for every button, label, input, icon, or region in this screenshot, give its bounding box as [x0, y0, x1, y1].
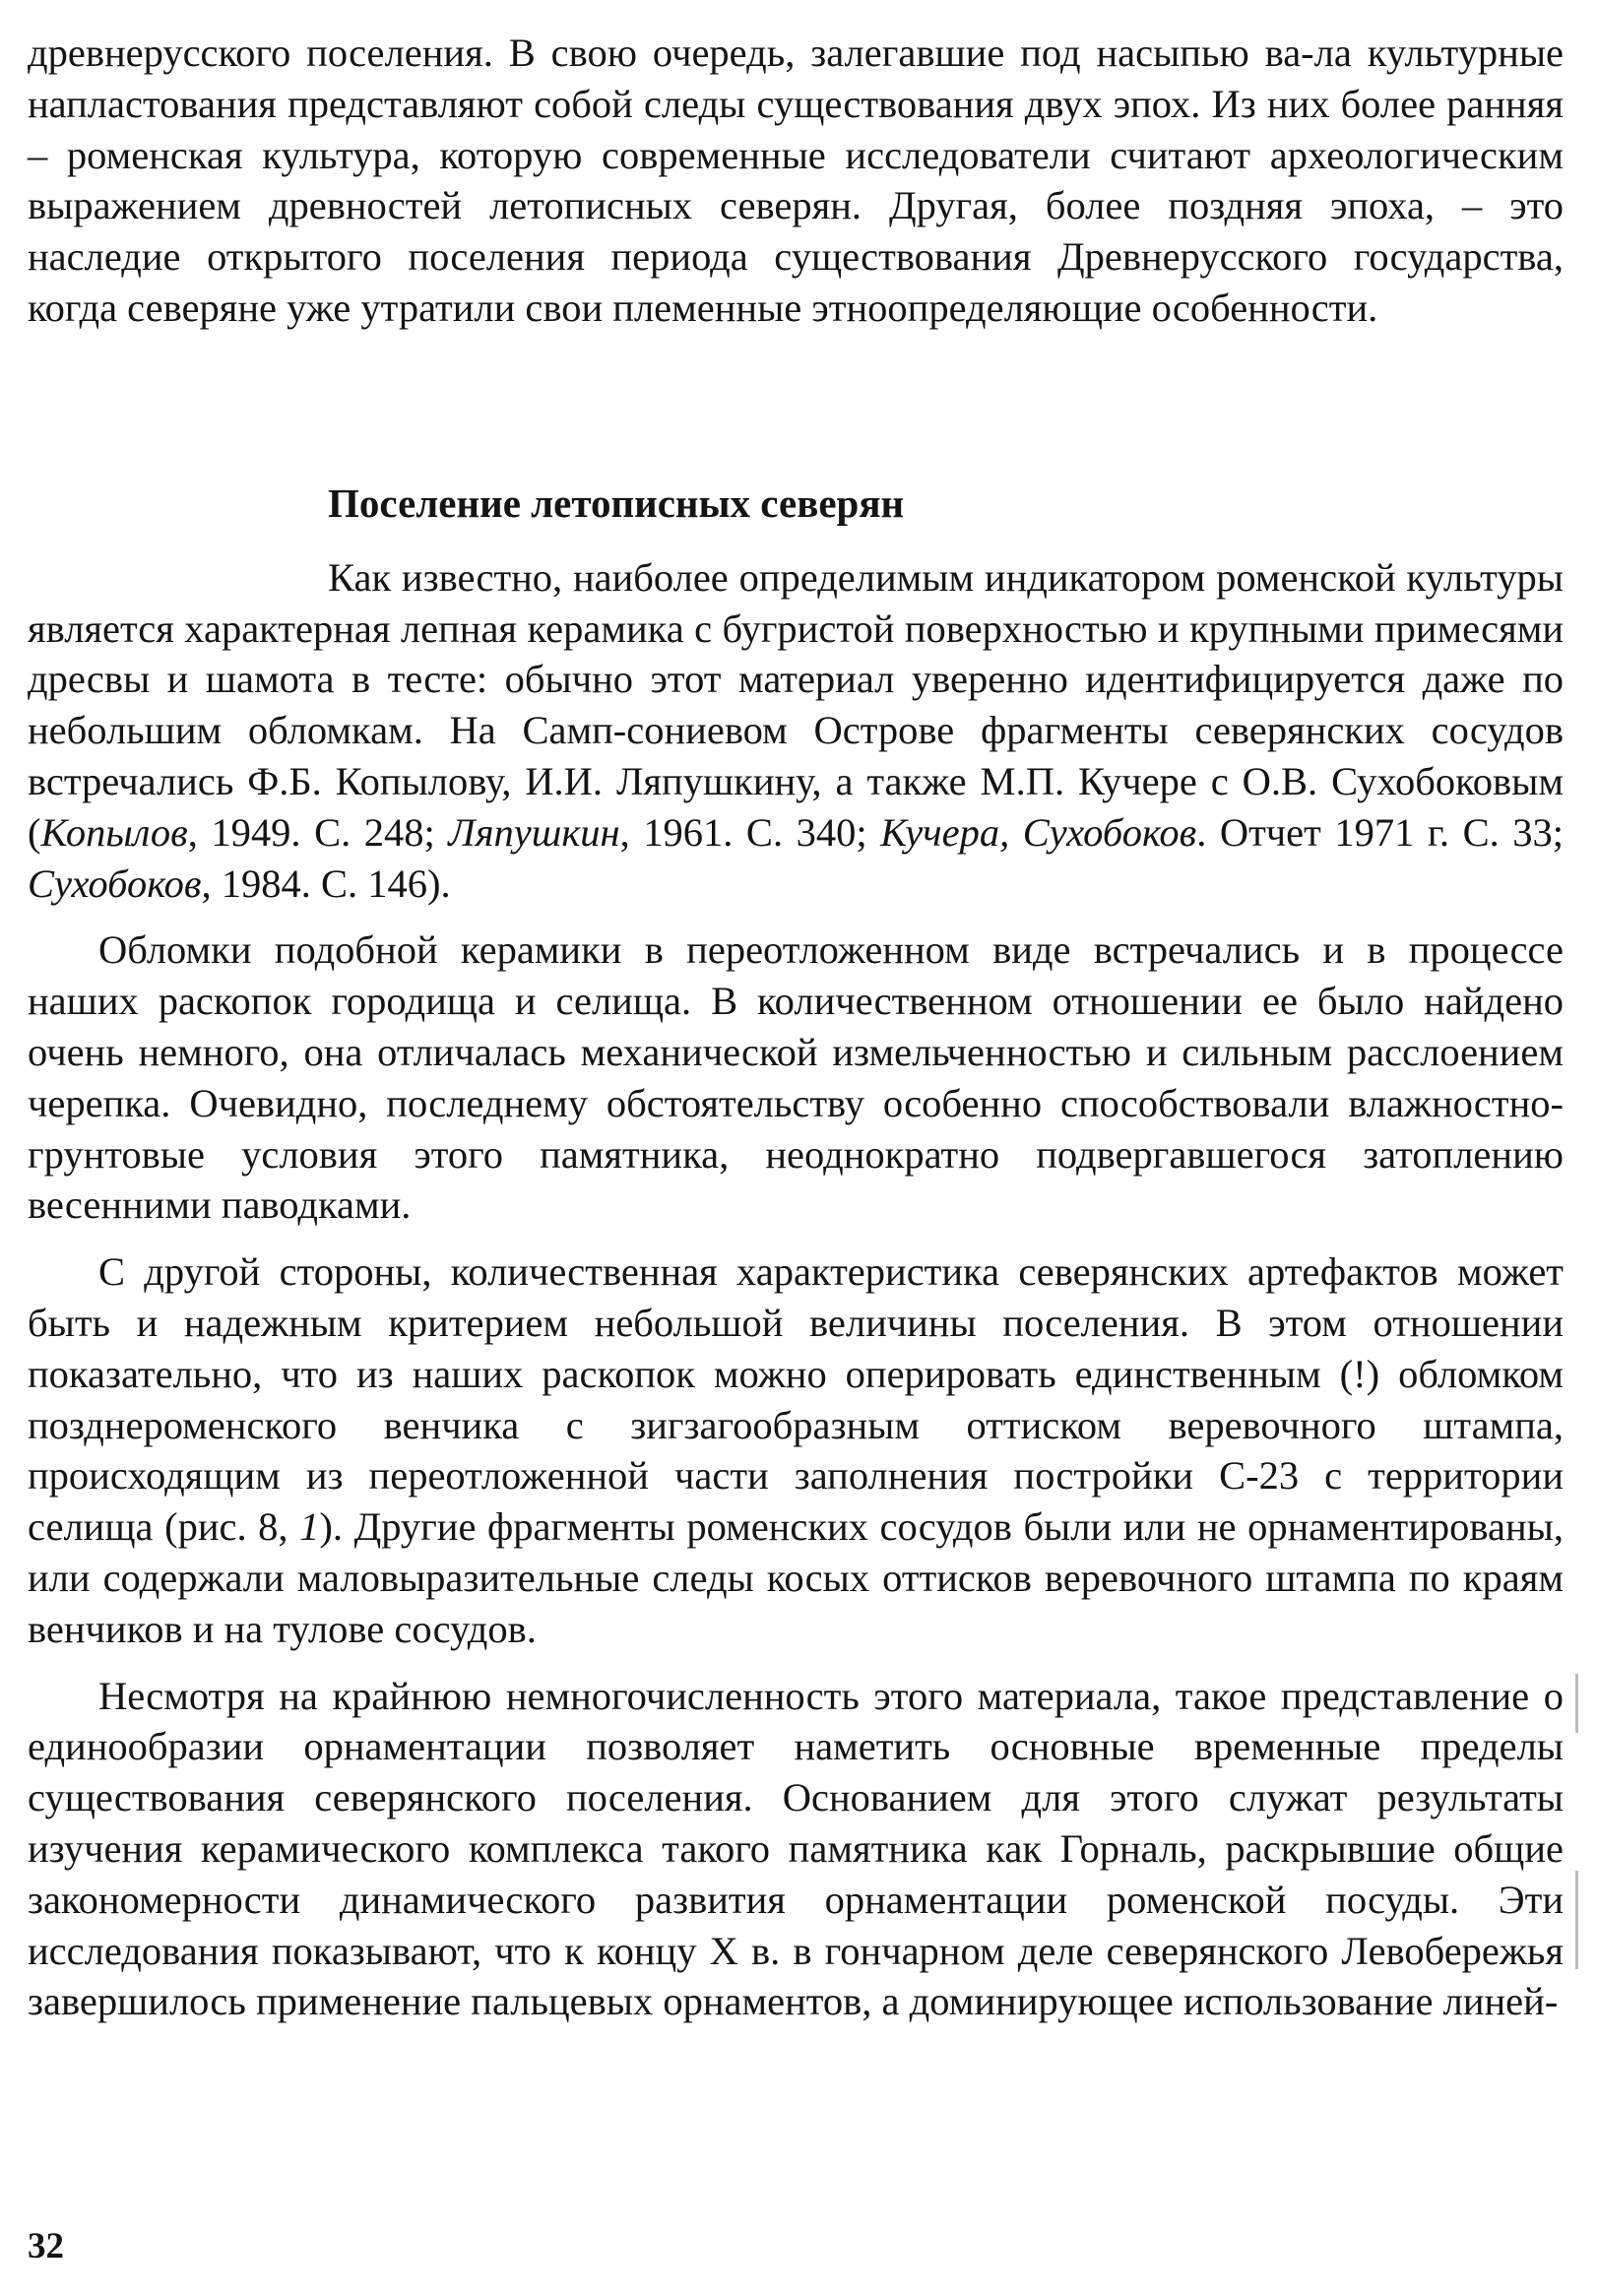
- paragraph-intro: древнерусского поселения. В свою очередь, залегавшие под насыпью ва-ла культурные напластования представляют собой следы существования двух эпох. Из них более ранняя – роменская культура, которую современные исследователи считают археологическим выражением древностей летописных северян. Другая, более поздняя эпоха, – это наследие открытого поселения периода существования Древнерусского государства, когда северяне уже утратили свои племенные этноопределяющие особенности.: [28, 31, 1564, 330]
- scan-artifact: [1575, 1674, 1578, 1733]
- paragraph-text: ). Другие фрагменты роменских сосудов были или не орнаментированы, или содержали маловыразительные следы косых оттисков веревочного штампа по краям венчиков и на тулове сосудов.: [28, 1504, 1564, 1651]
- document-page: [28, 28, 1564, 2027]
- page-number: 32: [28, 2226, 64, 2266]
- paragraph-quantitative: [28, 1246, 1564, 1654]
- paragraph-ornamentation: Несмотря на крайнюю немногочисленность этого материала, такое представление о единообразии орнаментации позволяет наметить основные временные пределы существования северянского поселения. Основанием для этого служат результаты изучения керамического комплекса такого памятника как Горналь, раскрывшие общие закономерности динамического развития орнаментации роменской посуды. Эти исследования показывают, что к концу X в. в гончарном деле северянского Левобережья завершилось применение пальцевых орнаментов, а доминирующее использование линей-: [28, 1673, 1564, 2024]
- citation-author: Ляпушкин: [448, 809, 620, 855]
- citation-detail: . Отчет 1971 г. С. 33;: [1196, 809, 1565, 855]
- section-heading: Поселение летописных северян: [328, 479, 905, 526]
- citation-detail: , 1949. С. 248;: [187, 809, 449, 855]
- citation-detail: , 1961. С. 340;: [619, 809, 881, 855]
- citation-detail: , 1984. С. 146).: [201, 861, 451, 906]
- paragraph-pottery-indicator: [28, 552, 1564, 910]
- citation-author: Сухобоков: [28, 861, 202, 906]
- section-gap: [28, 334, 1564, 478]
- citation-author: Кучера, Сухобоков: [880, 809, 1197, 855]
- scan-artifact: [1575, 1871, 1578, 1969]
- paragraph-text: С другой стороны, количественная характеристика северянских артефактов может быть и надежным критерием небольшой величины поселения. В этом отношении показательно, что из наших раскопок можно оперировать единственным (!) обломком позднероменского венчика с зигзагообразным оттиском веревочного штампа, происходящим из переотложенной части заполнения постройки С-23 с территории селища (рис. 8,: [28, 1249, 1564, 1550]
- paragraph-fragments: Обломки подобной керамики в переотложенном виде встречались и в процессе наших раскопок городища и селища. В количественном отношении ее было найдено очень немного, она отличалась механической измельченностью и сильным расслоением черепка. Очевидно, последнему обстоятельству особенно способствовали влажностно-грунтовые условия этого памятника, неоднократно подвергавшегося затоплению весенними паводками.: [28, 927, 1564, 1228]
- figure-reference: 1: [299, 1504, 320, 1550]
- citation-author: Копылов: [40, 809, 188, 855]
- paragraph-text: Как известно, наиболее определимым индикатором роменской культуры является характерная лепная керамика с бугристой поверхностью и крупными примесями дресвы и шамота в тесте: обычно этот материал уверенно идентифицируется даже по небольшим обломкам. На Самп-сониевом Острове фрагменты северянских сосудов встречались Ф.Б. Копылову, И.И. Ляпушкину, а также М.П. Кучере с О.В. Сухобоковым (: [28, 554, 1564, 855]
